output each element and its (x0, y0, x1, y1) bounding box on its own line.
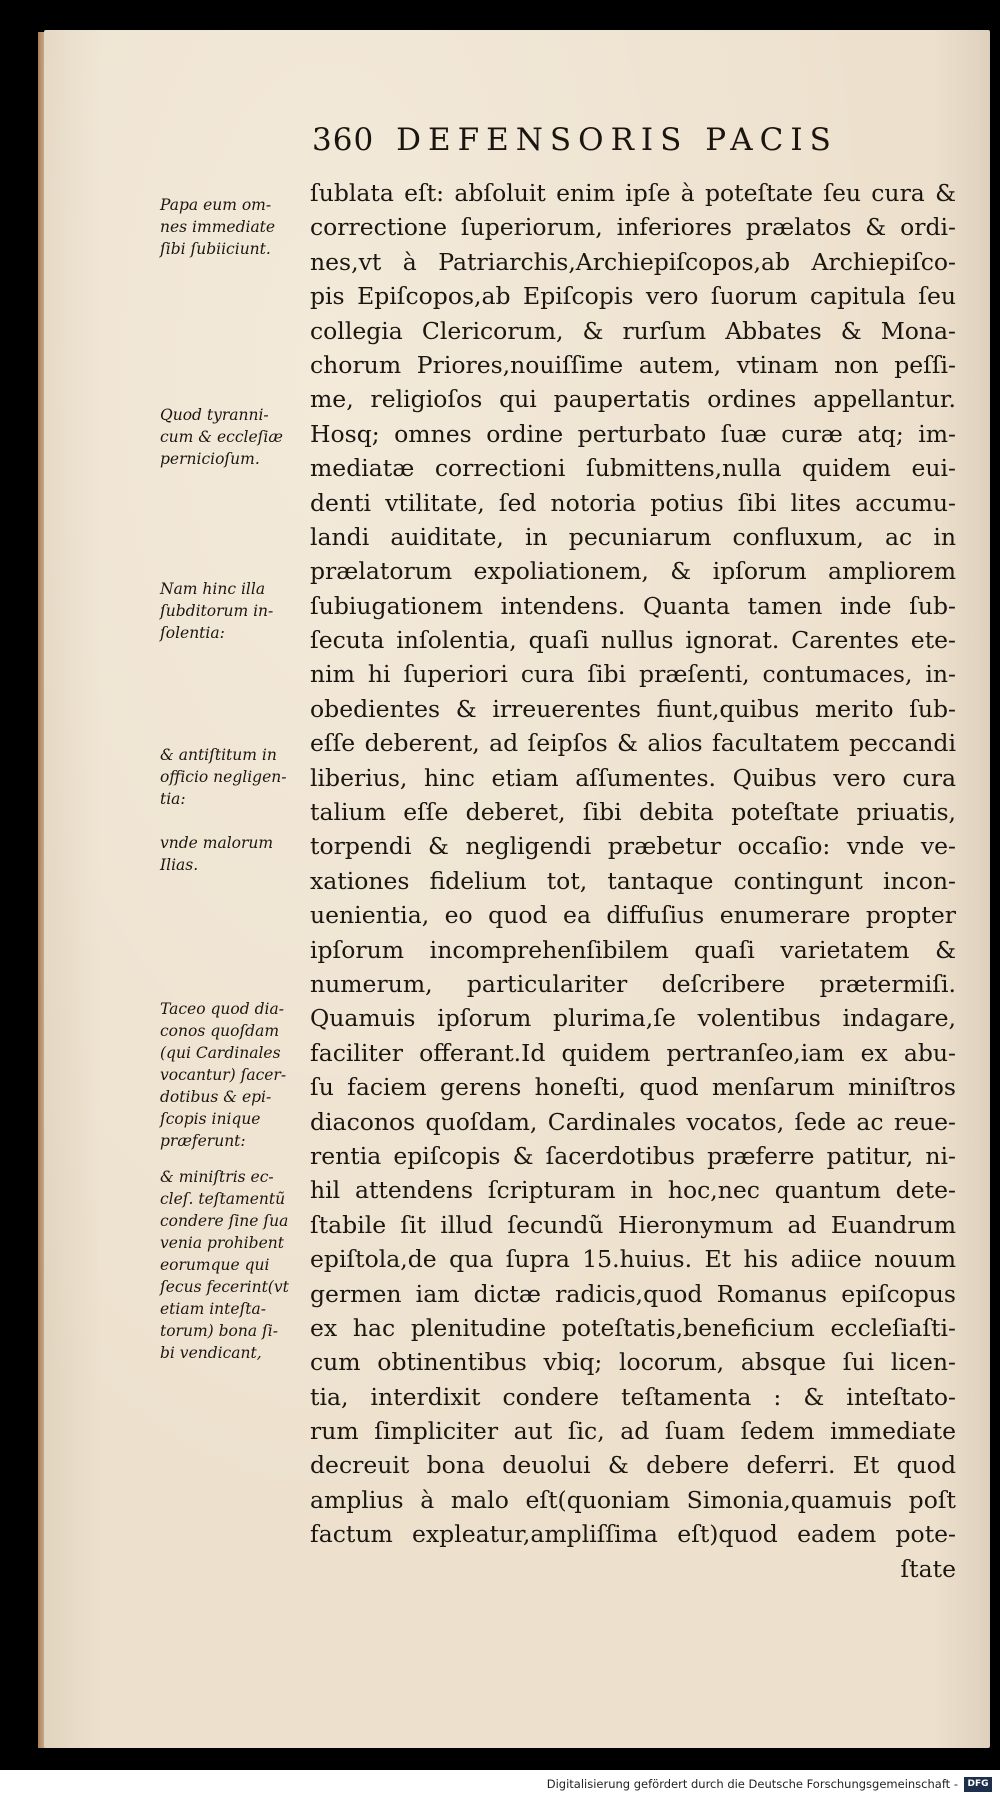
digitization-footer (0, 1770, 1000, 1800)
margin-note (160, 744, 310, 810)
text-line: epiſtola,de qua ſupra 15.huius. Et his adiice nouum (310, 1245, 956, 1274)
margin-note-line: torum) bona ſi- (160, 1322, 278, 1340)
text-line: ipſorum incomprehenſibilem quaſi varietatem & (310, 935, 956, 964)
margin-note (160, 1166, 310, 1364)
margin-note-line: cleſ. teſtamentũ (160, 1190, 286, 1208)
margin-note-line: ſolentia: (160, 624, 225, 642)
margin-note (160, 404, 310, 470)
text-line: ſublata eſt: abſoluit enim ipſe à poteſtate ſeu cura & (310, 179, 956, 207)
text-line: collegia Clericorum, & rurſum Abbates & Mona- (310, 316, 956, 345)
margin-note-line: & miniſtris ec- (160, 1168, 274, 1186)
margin-note-line: ſcopis inique (160, 1110, 261, 1128)
text-line: decreuit bona deuolui & debere deferri. Et quod (310, 1451, 956, 1480)
text-line: nes,vt à Patriarchis,Archiepiſcopos,ab Archiepiſco- (310, 247, 956, 276)
text-line: germen iam dictæ radicis,quod Romanus epiſcopus (310, 1279, 956, 1308)
margin-note (160, 194, 310, 260)
margin-note-line: etiam inteſta- (160, 1300, 267, 1318)
margin-note-line: Taceo quod dia- (160, 1000, 284, 1018)
margin-note-line: officio negligen- (160, 768, 287, 786)
margin-note-line: tia: (160, 790, 186, 808)
margin-note-line: eorumque qui (160, 1256, 270, 1274)
margin-note-line: Ilias. (160, 856, 199, 874)
text-line: landi auiditate, in pecuniarum confluxum, ac in (310, 522, 956, 551)
text-line: tia, interdixit condere teſtamenta : & inteſtato- (310, 1382, 956, 1411)
text-line: xationes fidelium tot, tantaque contingunt incon- (310, 866, 956, 895)
text-line: ſecuta inſolentia, quaſi nullus ignorat. Carentes ete- (310, 626, 956, 655)
page-header (312, 122, 922, 172)
margin-note-line: conos quoſdam (160, 1022, 280, 1040)
margin-note-line: bi vendicant, (160, 1344, 262, 1362)
text-line: factum expleatur,ampliſſima eſt)quod eadem pote- (310, 1520, 956, 1549)
text-line: denti vtilitate, ſed notoria potius ſibi lites accumu- (310, 488, 956, 517)
text-line: mediatæ correctioni ſubmittens,nulla quidem eui- (310, 454, 956, 483)
text-line: prælatorum expoliationem, & ipſorum ampliorem (310, 557, 956, 586)
text-line: Hosq; omnes ordine perturbato ſuæ curæ atq; im- (310, 419, 956, 448)
margin-note-line: ſecus fecerint(vt (160, 1278, 289, 1296)
text-line: torpendi & negligendi præbetur occaſio: vnde ve- (310, 832, 956, 861)
text-line: cum obtinentibus vbiq; locorum, absque ſui licen- (310, 1348, 956, 1377)
text-line: hil attendens ſcripturam in hoc,nec quantum dete- (310, 1176, 956, 1205)
text-line: uenientia, eo quod ea diffuſius enumerare propter (310, 901, 956, 930)
text-line: eſſe deberent, ad ſeipſos & alios facultatem peccandi (310, 729, 956, 758)
margin-note-line: cum & eccleſiæ (160, 428, 283, 446)
text-line: ex hac plenitudine poteſtatis,beneficium eccleſiaſti- (310, 1313, 956, 1342)
margin-note-line: (qui Cardinales (160, 1044, 281, 1062)
text-line: ſtabile ſit illud ſecundũ Hieronymum ad Euandrum (310, 1210, 956, 1239)
dfg-logo: DFG (964, 1777, 992, 1792)
margin-note-line: & antiſtitum in (160, 746, 277, 764)
text-line: amplius à malo eſt(quoniam Simonia,quamuis poſt (310, 1485, 956, 1514)
margin-note-line: Papa eum om- (160, 196, 272, 214)
margin-note-line: vocantur) ſacer- (160, 1066, 287, 1084)
margin-note-line: ſibi ſubiiciunt. (160, 240, 271, 258)
margin-note-line: dotibus & epi- (160, 1088, 272, 1106)
text-line: nim hi ſuperiori cura ſibi præſenti, contumaces, in- (310, 660, 956, 689)
running-title: DEFENSORIS PACIS (396, 122, 838, 158)
margin-note-line: ſubditorum in- (160, 602, 274, 620)
text-line: talium eſſe deberet, ſibi debita poteſtate priuatis, (310, 798, 956, 827)
text-line: numerum, particulariter deſcribere prætermiſi. (310, 969, 956, 998)
margin-note-line: Quod tyranni- (160, 406, 269, 424)
margin-note-line: condere ſine ſua (160, 1212, 289, 1230)
margin-note-line: Nam hinc illa (160, 580, 266, 598)
text-line: rum ſimpliciter aut ſic, ad ſuam ſedem immediate (310, 1417, 956, 1446)
text-line: Quamuis ipſorum plurima,ſe volentibus indagare, (310, 1004, 956, 1033)
text-line: obedientes & irreuerentes fiunt,quibus merito ſub- (310, 694, 956, 723)
margin-note-line: pernicioſum. (160, 450, 260, 468)
text-line: rentia epiſcopis & ſacerdotibus præferre patitur, ni- (310, 1141, 956, 1170)
margin-note-line: vnde malorum (160, 834, 274, 852)
text-line: me, religioſos qui paupertatis ordines appellantur. (310, 385, 956, 414)
text-line: ſubiugationem intendens. Quanta tamen inde ſub- (310, 591, 956, 620)
text-line: faciliter offerant.Id quidem pertranſeo,iam ex abu- (310, 1038, 956, 1067)
margin-note (160, 832, 310, 876)
text-line: ſu faciem gerens honeſti, quod menſarum miniſtros (310, 1073, 956, 1102)
margin-note (160, 578, 310, 644)
text-line: ſtate (900, 1554, 956, 1583)
margin-note-line: venia prohibent (160, 1234, 284, 1252)
margin-note-line: nes immediate (160, 218, 276, 236)
text-line: diaconos quoſdam, Cardinales vocatos, ſede ac reue- (310, 1107, 956, 1136)
text-line: pis Epiſcopos,ab Epiſcopis vero ſuorum capitula ſeu (310, 282, 956, 311)
main-text-column (310, 176, 956, 1586)
text-line: liberius, hinc etiam aſſumentes. Quibus vero cura (310, 763, 956, 792)
page-number: 360 (312, 122, 375, 158)
margin-note (160, 998, 310, 1152)
text-line: chorum Priores,nouiſſime autem, vtinam non peſſi- (310, 350, 956, 379)
funding-credit: Digitalisierung gefördert durch die Deutsche Forschungsgemeinschaft - (546, 1777, 958, 1791)
margin-note-line: præferunt: (160, 1132, 246, 1150)
text-line: correctione ſuperiorum, inferiores prælatos & ordi- (310, 213, 956, 242)
